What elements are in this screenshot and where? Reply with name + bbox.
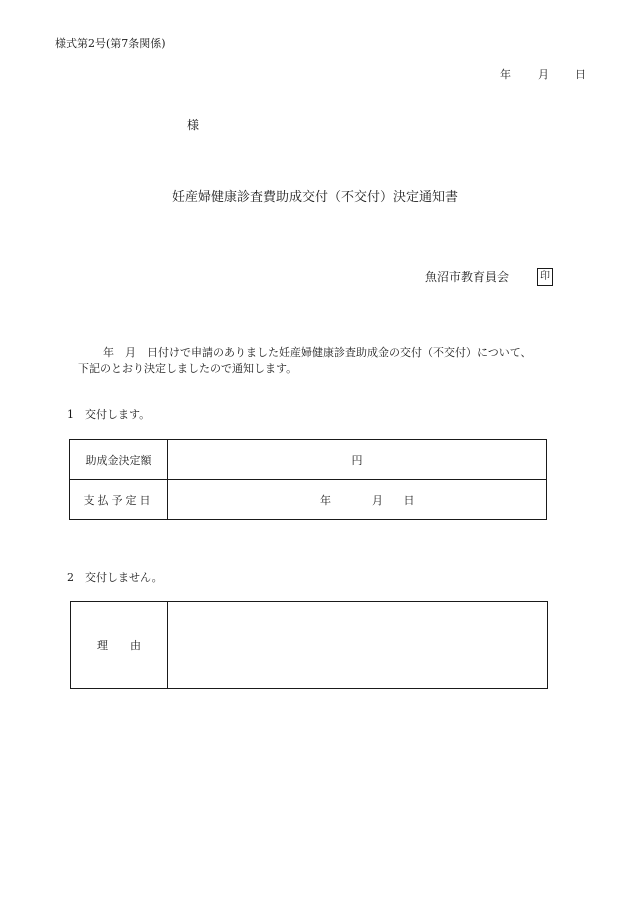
recipient-suffix: 様	[187, 118, 200, 132]
table-row	[71, 602, 548, 689]
date-day: 日	[575, 68, 586, 81]
reason-field	[168, 602, 548, 689]
section1-heading: 1 交付します。	[67, 408, 151, 421]
payment-date-value	[168, 480, 547, 520]
body-paragraph	[78, 345, 532, 377]
form-number: 様式第2号(第7条関係)	[55, 37, 166, 50]
reason-table	[70, 601, 548, 689]
payment-month: 月	[372, 493, 383, 507]
payment-year: 年	[320, 493, 331, 507]
yen-unit: 円	[351, 453, 363, 467]
table-row	[70, 480, 547, 520]
section2-heading: 2 交付しません。	[67, 571, 163, 584]
payment-date-label: 支払予定日	[70, 480, 168, 520]
table-row	[70, 440, 547, 480]
reason-label: 理 由	[71, 602, 168, 689]
date-year: 年	[500, 68, 511, 81]
body-line-1: 年 月 日付けで申請のありました妊産婦健康診査助成金の交付（不交付）について、	[103, 346, 532, 359]
body-line-2: 下記のとおり決定しましたので通知します。	[78, 362, 298, 375]
document-title: 妊産婦健康診査費助成交付（不交付）決定通知書	[171, 190, 458, 205]
date-month: 月	[538, 68, 549, 81]
issuer-name: 魚沼市教育員会	[425, 270, 510, 284]
seal-mark: 印	[537, 268, 553, 286]
payment-day: 日	[403, 493, 415, 507]
grant-amount-label: 助成金決定額	[70, 440, 168, 480]
grant-amount-value	[168, 440, 547, 480]
date-line	[500, 69, 586, 80]
grant-table	[69, 439, 547, 520]
